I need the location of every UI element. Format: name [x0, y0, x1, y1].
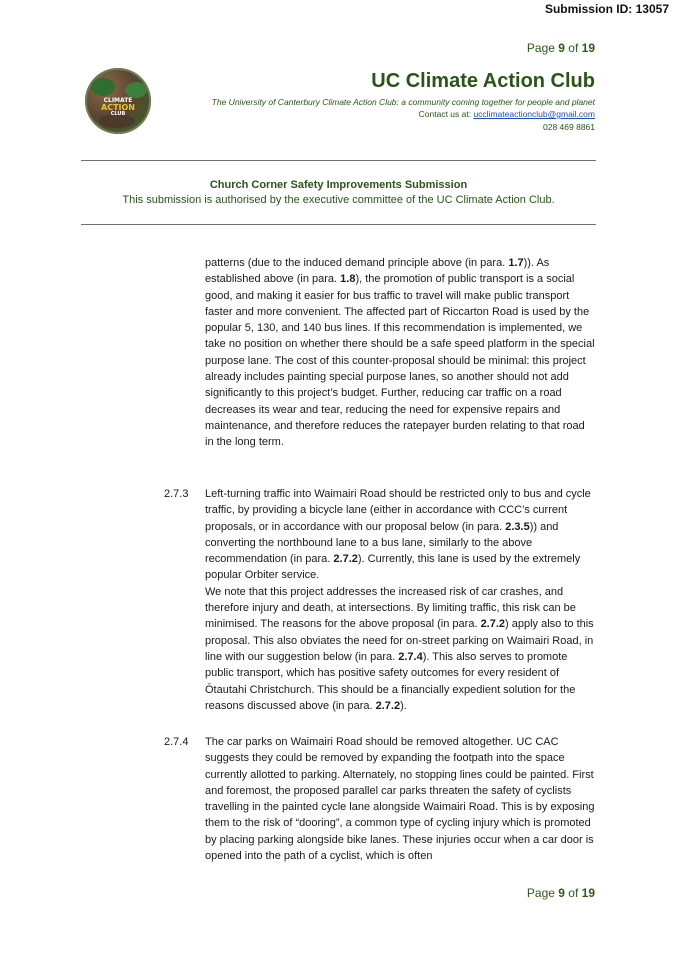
paragraph-2-7-4: The car parks on Waimairi Road should be removed altogether. UC CAC suggests they could be removed by expanding the footpath into the space currently allotted to parking. Alternately, no stopping lines could be painted. First and foremost, the proposed parallel car parks threaten the safety of cyclists travelling in the painted cycle lane alongside Waimairi Road. This is by exposing them to the risk of “dooring”, a common type of cycling injury which is promoted by placing parking alongside bike lanes. These injuries occur when a car door is opened into the path of a cyclist, which is often	[205, 736, 595, 863]
contact-line	[419, 109, 595, 119]
logo-line-3: CLUB	[110, 111, 126, 117]
page-current: 9	[558, 886, 565, 900]
para-reference: 2.7.2	[480, 618, 506, 631]
phone-number: 028 469 8861	[543, 122, 595, 132]
page-of: of	[564, 886, 582, 900]
para-reference: 2.7.2	[375, 699, 401, 712]
paragraph-number-2-7-4: 2.7.4	[164, 736, 189, 748]
logo-line-1: CLIMATE	[103, 97, 133, 104]
page-number-bottom	[527, 886, 595, 900]
paragraph-number-2-7-3: 2.7.3	[164, 488, 189, 500]
club-tagline: The University of Canterbury Climate Action Club: a community coming together for people and planet	[211, 97, 595, 107]
paragraph-2-7-3	[205, 486, 595, 714]
page-total: 19	[581, 41, 595, 55]
subheader-divider	[81, 224, 596, 225]
contact-label: Contact us at:	[418, 109, 474, 119]
page-total: 19	[581, 886, 595, 900]
para-reference: 2.3.5	[505, 520, 530, 533]
page-current: 9	[558, 41, 565, 55]
page-prefix: Page	[526, 886, 559, 900]
paragraph-continuation: patterns (due to the induced demand principle above (in para. 1.7)). As established above (in para. 1.8), the promotion of public transport is a social good, and making it easier for bus traffic to travel will make public transport faster and more convenient. The affected part of Riccarton Road is used by the popular 5, 130, and 140 bus lines. If this recommendation is implemented, we take no position on whether there should be a safe speed platform in the special purpose lane. The cost of this counter-proposal should be minimal: this project already includes painting special purpose lanes, so another should not add significantly to this project’s budget. Further, reducing car traffic on a road decreases its wear and tear, reducing the need for expensive repairs and maintenance, and therefore reduces the ratepayer burden relating to that road in the long term.	[205, 257, 595, 449]
email-link[interactable]: ucclimateactionclub@gmail.com	[473, 109, 595, 119]
para-reference: 1.7	[508, 257, 524, 269]
logo-line-2: ACTION	[101, 103, 135, 112]
submission-id: Submission ID: 13057	[544, 2, 669, 16]
page-number-top	[527, 41, 595, 55]
club-name: UC Climate Action Club	[371, 70, 595, 92]
para-reference: 2.7.4	[398, 650, 423, 663]
page-of: of	[564, 41, 582, 55]
paragraph-2-7-3-part-b: We note that this project addresses the increased risk of car crashes, and therefore injury and death, at intersections. By limiting traffic, this risk can be minimised. The reasons for the above proposal (in para. 2.7.2) apply also to this proposal. This also obviates the need for on-street parking on Waimairi Road, in line with our suggestion below (in para. 2.7.4). This also serves to promote public transport, which has positive safety outcomes for every resident of Ōtautahi Christchurch. This should be a financially expedient solution for the reasons discussed above (in para. 2.7.2).	[205, 585, 594, 712]
page-prefix: Page	[526, 41, 559, 55]
para-reference: 2.7.2	[333, 553, 358, 566]
club-logo	[85, 68, 151, 134]
submission-authorisation: This submission is authorised by the executive committee of the UC Climate Action Club.	[122, 194, 555, 206]
header-divider	[81, 160, 596, 161]
submission-title: Church Corner Safety Improvements Submission	[209, 179, 468, 191]
para-reference: 1.8	[340, 273, 356, 286]
logo-lettering	[90, 97, 146, 118]
paragraph-2-7-3-part-a: Left-turning traffic into Waimairi Road should be restricted only to bus and cycle traffic, by providing a bicycle lane (either in accordance with CCC’s current proposals, or in accordance with our proposal below (in para. 2.3.5)) and converting the northbound lane to a bus lane, similarly to the above recommendation (in para. 2.7.2). Currently, this lane is used by the extremely popular Orbiter service.	[205, 488, 591, 582]
